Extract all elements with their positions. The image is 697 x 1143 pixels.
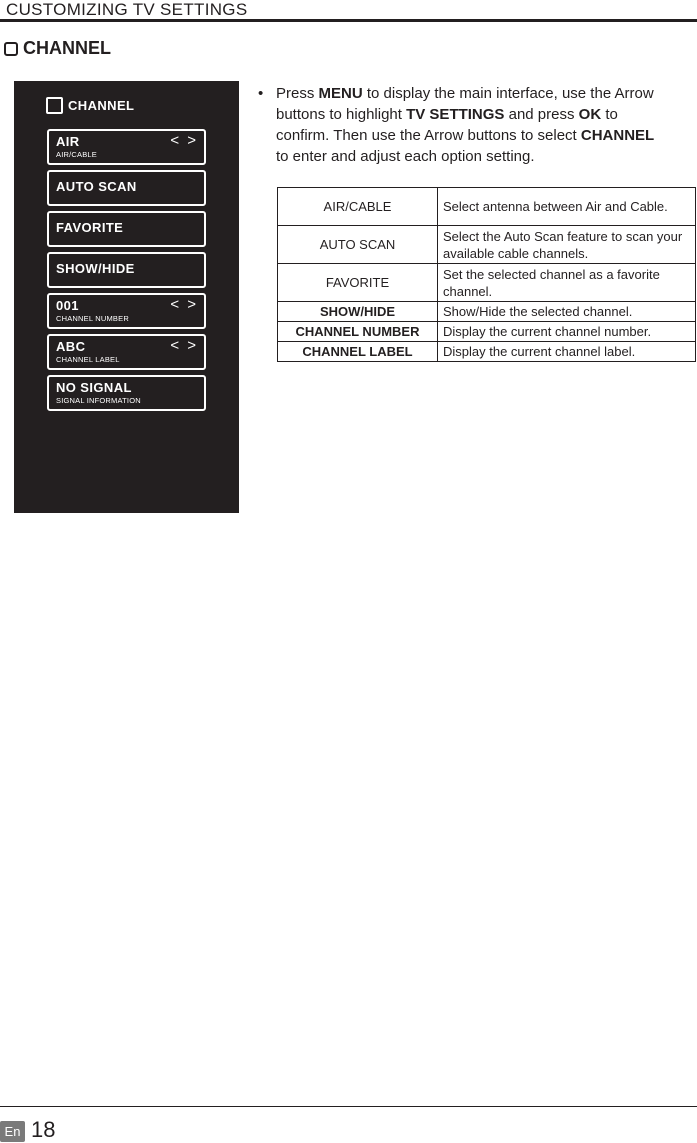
instruction-text xyxy=(276,83,668,167)
options-table xyxy=(277,187,696,362)
ok-key: OK xyxy=(578,106,602,123)
tv-menu-item-label: NO SIGNAL xyxy=(56,380,132,395)
tv-menu-item-channel-number xyxy=(47,293,206,329)
table-row xyxy=(278,226,696,264)
instruction-part: to enter and adjust each option setting. xyxy=(276,148,535,165)
left-right-arrows-icon: < > xyxy=(170,337,198,354)
option-name: FAVORITE xyxy=(278,264,438,302)
table-row xyxy=(278,322,696,342)
instruction-part: to confirm. Then use the Arrow buttons to select xyxy=(276,106,618,144)
language-badge: En xyxy=(0,1121,25,1142)
option-description: Select the Auto Scan feature to scan your available cable channels. xyxy=(438,226,696,264)
footer-divider xyxy=(0,1106,697,1107)
option-name: CHANNEL LABEL xyxy=(278,342,438,362)
option-description: Set the selected channel as a favorite channel. xyxy=(438,264,696,302)
bullet-icon: • xyxy=(258,85,264,102)
option-description: Select antenna between Air and Cable. xyxy=(438,188,696,226)
tv-settings-key: TV SETTINGS xyxy=(406,106,505,123)
instructions xyxy=(258,83,678,167)
tv-menu-item-sublabel: CHANNEL NUMBER xyxy=(56,314,129,323)
table-row xyxy=(278,342,696,362)
table-row xyxy=(278,264,696,302)
option-name: SHOW/HIDE xyxy=(278,302,438,322)
page-header-title: CUSTOMIZING TV SETTINGS xyxy=(6,0,248,19)
tv-menu-item-air xyxy=(47,129,206,165)
tv-menu-item-channel-label xyxy=(47,334,206,370)
table-row xyxy=(278,302,696,322)
option-name: AIR/CABLE xyxy=(278,188,438,226)
option-description: Show/Hide the selected channel. xyxy=(438,302,696,322)
tv-menu-item-show-hide xyxy=(47,252,206,288)
instruction-part: to display the main interface, use the Arrow buttons to highlight xyxy=(276,85,654,123)
option-description: Display the current channel label. xyxy=(438,342,696,362)
instruction-part: and press xyxy=(504,106,579,123)
menu-key: MENU xyxy=(318,85,363,102)
tv-menu-item-sublabel: SIGNAL INFORMATION xyxy=(56,396,141,405)
tv-menu-item-sublabel: CHANNEL LABEL xyxy=(56,355,120,364)
option-description: Display the current channel number. xyxy=(438,322,696,342)
tv-menu-item-label: ABC xyxy=(56,339,86,354)
checkbox-square-icon xyxy=(4,42,18,56)
menu-square-icon xyxy=(46,97,63,114)
option-name: CHANNEL NUMBER xyxy=(278,322,438,342)
tv-menu-item-auto-scan xyxy=(47,170,206,206)
tv-menu-item-sublabel: AIR/CABLE xyxy=(56,150,97,159)
left-right-arrows-icon: < > xyxy=(170,296,198,313)
header-divider xyxy=(0,19,697,22)
instruction-part: Press xyxy=(276,85,319,102)
tv-menu-item-favorite xyxy=(47,211,206,247)
table-row xyxy=(278,188,696,226)
instruction-bullet xyxy=(258,83,678,167)
tv-menu-item-label: SHOW/HIDE xyxy=(56,261,135,276)
section-heading xyxy=(4,38,111,59)
tv-menu-title: CHANNEL xyxy=(68,98,135,113)
tv-menu-item-label: AUTO SCAN xyxy=(56,179,137,194)
tv-menu-item-label: FAVORITE xyxy=(56,220,124,235)
left-right-arrows-icon: < > xyxy=(170,132,198,149)
tv-menu-item-label: 001 xyxy=(56,298,79,313)
option-name: AUTO SCAN xyxy=(278,226,438,264)
tv-menu-screenshot xyxy=(14,81,239,513)
channel-key: CHANNEL xyxy=(580,127,655,144)
tv-menu-header xyxy=(46,97,134,114)
tv-menu-item-no-signal xyxy=(47,375,206,411)
page-number: 18 xyxy=(31,1117,56,1142)
tv-menu-item-label: AIR xyxy=(56,134,80,149)
section-heading-text: CHANNEL xyxy=(23,38,111,58)
